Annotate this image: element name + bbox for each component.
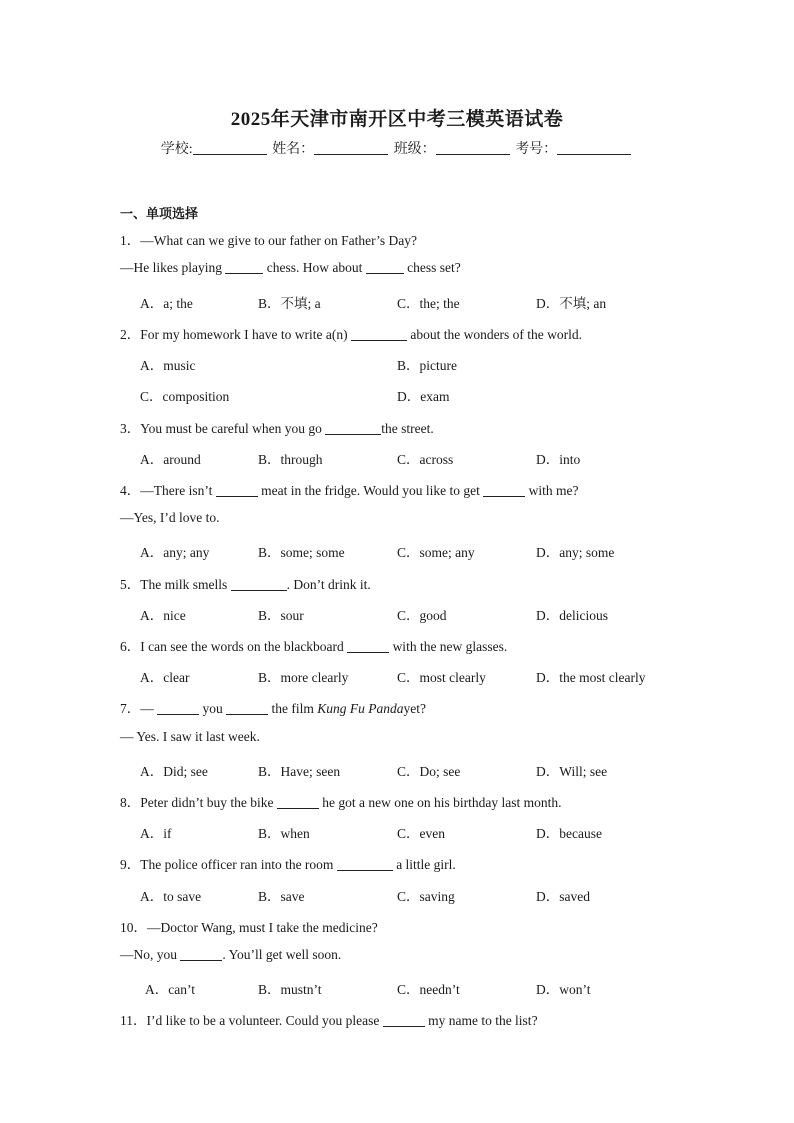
- question-text: For my homework I have to write a(n): [140, 327, 348, 342]
- question-number: 4．: [120, 483, 141, 498]
- option-d[interactable]: D．any; some: [536, 545, 615, 560]
- answer-blank: [337, 857, 393, 871]
- option-c[interactable]: C．composition: [140, 389, 230, 404]
- answer-blank: [277, 795, 319, 809]
- answer-blank: [383, 1013, 425, 1027]
- question-number: 11．: [120, 1013, 147, 1028]
- option-a[interactable]: A．a; the: [140, 296, 193, 311]
- option-a[interactable]: A．clear: [140, 670, 190, 685]
- option-a[interactable]: A．can’t: [145, 982, 195, 997]
- option-b[interactable]: B．more clearly: [258, 670, 349, 685]
- option-c[interactable]: C．some; any: [397, 545, 475, 560]
- option-b[interactable]: B．some; some: [258, 545, 345, 560]
- option-b[interactable]: B．sour: [258, 608, 304, 623]
- option-d[interactable]: D．into: [536, 452, 581, 467]
- question-number: 1．: [120, 233, 141, 248]
- question-text: —What can we give to our father on Father’s Day?: [140, 233, 418, 248]
- question-text: you: [202, 701, 223, 716]
- question-text: . Don’t drink it.: [286, 577, 371, 592]
- answer-blank: [180, 947, 222, 961]
- answer-blank: [366, 260, 404, 274]
- question-7-line2: — Yes. I saw it last week.: [120, 729, 260, 744]
- option-a[interactable]: A．around: [140, 452, 201, 467]
- question-text: chess. How about: [266, 260, 363, 275]
- option-a[interactable]: A．to save: [140, 889, 202, 904]
- question-2: [120, 323, 582, 343]
- answer-blank: [157, 701, 199, 715]
- option-d[interactable]: D．the most clearly: [536, 670, 646, 685]
- question-text: a little girl.: [396, 857, 456, 872]
- question-number: 6．: [120, 639, 141, 654]
- option-c[interactable]: C．needn’t: [397, 982, 460, 997]
- option-c[interactable]: C．even: [397, 826, 445, 841]
- question-number: 5．: [120, 577, 141, 592]
- question-10: [120, 916, 378, 936]
- question-text: The police officer ran into the room: [140, 857, 334, 872]
- option-d[interactable]: D．不填; an: [536, 296, 607, 311]
- option-b[interactable]: B．mustn’t: [258, 982, 322, 997]
- option-b[interactable]: B．through: [258, 452, 323, 467]
- question-1: [120, 229, 417, 249]
- option-a[interactable]: A．nice: [140, 608, 186, 623]
- option-a[interactable]: A．Did; see: [140, 764, 208, 779]
- question-text: The milk smells: [140, 577, 228, 592]
- question-5: [120, 573, 371, 593]
- question-number: 3．: [120, 421, 141, 436]
- section-heading: 一、单项选择: [120, 206, 199, 221]
- page-title: 2025年天津市南开区中考三模英语试卷: [230, 109, 564, 130]
- question-1-line2: [120, 260, 461, 276]
- question-text: —He likes playing: [120, 260, 222, 275]
- question-text: Peter didn’t buy the bike: [140, 795, 274, 810]
- question-10-line2: [120, 947, 341, 963]
- question-text: with me?: [528, 483, 579, 498]
- question-number: 10．: [120, 920, 147, 935]
- question-text: chess set?: [407, 260, 461, 275]
- question-text: the film: [271, 701, 314, 716]
- answer-blank: [216, 483, 258, 497]
- question-8: [120, 791, 561, 811]
- question-9: [120, 853, 456, 873]
- option-d[interactable]: D．because: [536, 826, 602, 841]
- option-d[interactable]: D．exam: [397, 389, 450, 404]
- option-a[interactable]: A．if: [140, 826, 172, 841]
- answer-blank: [347, 639, 389, 653]
- option-a[interactable]: A．any; any: [140, 545, 210, 560]
- question-text: I’d like to be a volunteer. Could you please: [146, 1013, 380, 1028]
- question-number: 8．: [120, 795, 141, 810]
- option-d[interactable]: D．won’t: [536, 982, 591, 997]
- film-title: Kung Fu Panda: [317, 701, 404, 716]
- question-text: I can see the words on the blackboard: [140, 639, 344, 654]
- answer-blank: [351, 327, 407, 341]
- question-text: the street.: [381, 421, 434, 436]
- option-b[interactable]: B．picture: [397, 358, 457, 373]
- question-11: [120, 1009, 538, 1029]
- school-label: 学校:: [160, 142, 193, 157]
- class-blank[interactable]: [436, 140, 510, 155]
- question-text: meat in the fridge. Would you like to get: [261, 483, 480, 498]
- answer-blank: [325, 421, 381, 435]
- question-number: 2．: [120, 327, 141, 342]
- question-text: yet?: [403, 701, 426, 716]
- option-b[interactable]: B．Have; seen: [258, 764, 341, 779]
- question-text: about the wonders of the world.: [410, 327, 583, 342]
- name-blank[interactable]: [314, 140, 388, 155]
- question-text: with the new glasses.: [392, 639, 508, 654]
- option-b[interactable]: B．不填; a: [258, 296, 321, 311]
- question-3: [120, 417, 434, 437]
- question-text: —No, you: [120, 947, 177, 962]
- question-text: —There isn’t: [140, 483, 213, 498]
- question-number: 9．: [120, 857, 141, 872]
- name-label: 姓名：: [272, 142, 315, 157]
- option-b[interactable]: B．save: [258, 889, 305, 904]
- answer-blank: [226, 701, 268, 715]
- answer-blank: [231, 577, 287, 591]
- option-d[interactable]: D．delicious: [536, 608, 608, 623]
- option-c[interactable]: C．Do; see: [397, 764, 461, 779]
- option-d[interactable]: D．saved: [536, 889, 590, 904]
- question-7: [120, 697, 426, 717]
- answer-blank: [225, 260, 263, 274]
- option-d[interactable]: D．Will; see: [536, 764, 608, 779]
- question-4-line2: —Yes, I’d love to.: [120, 510, 220, 525]
- option-c[interactable]: C．most clearly: [397, 670, 486, 685]
- answer-blank: [483, 483, 525, 497]
- school-blank[interactable]: [193, 140, 267, 155]
- class-label: 班级：: [393, 142, 436, 157]
- question-text: he got a new one on his birthday last month.: [322, 795, 562, 810]
- question-6: [120, 635, 507, 655]
- option-a[interactable]: A．music: [140, 358, 196, 373]
- option-c[interactable]: C．saving: [397, 889, 455, 904]
- question-text: . You’ll get well soon.: [222, 947, 342, 962]
- exam-no-label: 考号：: [515, 142, 558, 157]
- option-c[interactable]: C．across: [397, 452, 454, 467]
- option-c[interactable]: C．the; the: [397, 296, 460, 311]
- student-info-line: [0, 138, 794, 158]
- question-text: —Doctor Wang, must I take the medicine?: [147, 920, 378, 935]
- question-text: —: [140, 701, 154, 716]
- option-b[interactable]: B．when: [258, 826, 310, 841]
- question-4: [120, 479, 578, 499]
- question-text: my name to the list?: [428, 1013, 538, 1028]
- question-text: You must be careful when you go: [140, 421, 322, 436]
- option-c[interactable]: C．good: [397, 608, 447, 623]
- question-number: 7．: [120, 701, 141, 716]
- exam-no-blank[interactable]: [557, 140, 631, 155]
